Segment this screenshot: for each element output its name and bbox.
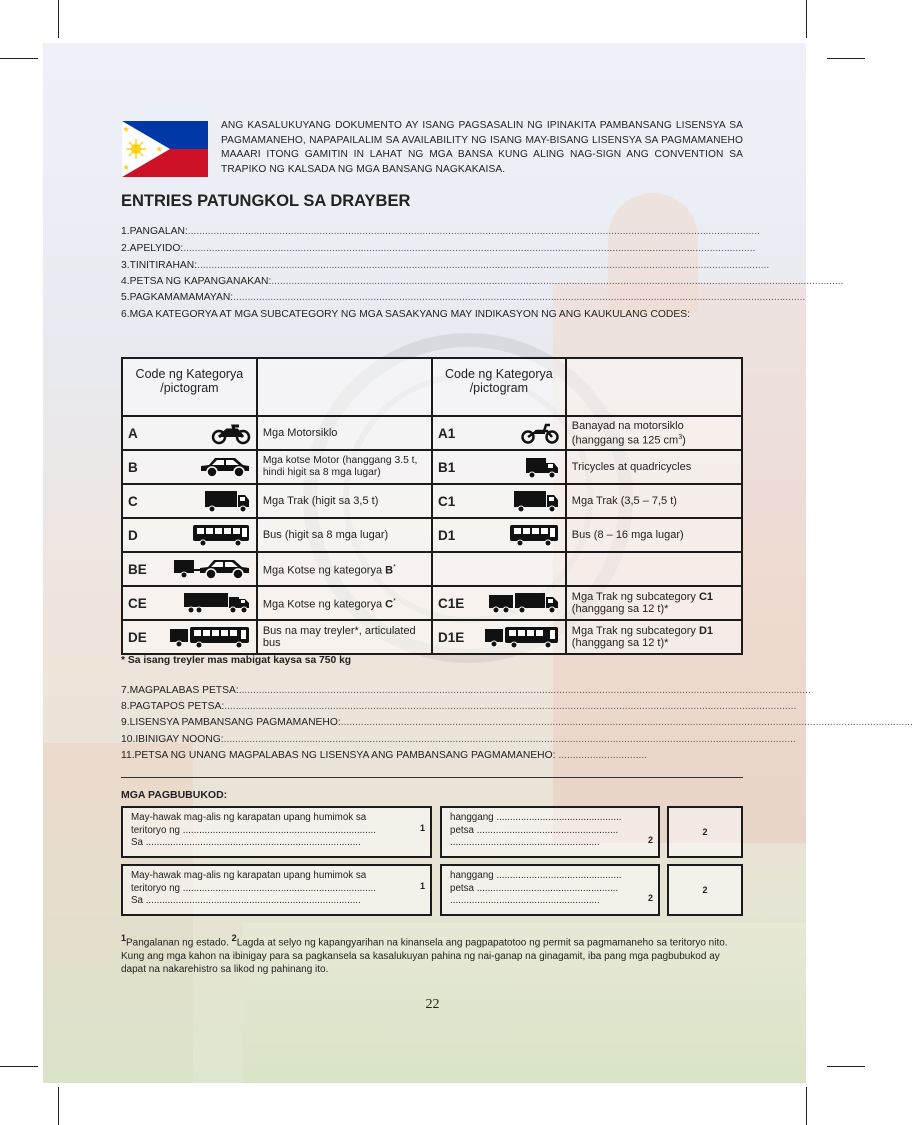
category-code: D [128, 527, 138, 543]
bus-icon [508, 523, 560, 547]
table-row [122, 484, 742, 518]
category-description: Banayad na motorsiklo (hanggang sa 125 $cm^3$) [566, 416, 742, 450]
light-motorcycle-icon [520, 422, 560, 444]
category-code: C1E [437, 595, 465, 611]
restriction-line: petsa .................................................... [450, 882, 619, 894]
table-header: Code ng Kategorya /pictogram [432, 358, 566, 416]
table-row [122, 450, 742, 484]
field-apelyido: 2.APELYIDO:........................................................................................................................................................................................................ [121, 243, 756, 254]
category-description: Mga Trak (3,5 – 7,5 t) [566, 484, 742, 518]
footnote-ref: 2 [702, 885, 708, 895]
category-description: Mga Trak ng subcategory D1 (hanggang sa 12 t)* [566, 620, 742, 654]
restriction-line: Sa ............................................................................... [131, 895, 361, 906]
category-code: CE [128, 595, 147, 611]
table-row [122, 620, 742, 654]
restriction-line: teritoryo ng ....................................................................... [131, 882, 376, 894]
category-cell [122, 620, 257, 654]
category-description: Bus (8 – 16 mga lugar) [566, 518, 742, 552]
signature-box [667, 806, 743, 858]
field-tinitirahan: 3.TINITIRAHAN:........................................................................................................................................................................................................ [121, 260, 770, 271]
field-magpalabas-petsa: 7.MAGPALABAS PETSA:........................................................................................................................................................................................................ [121, 685, 811, 696]
restriction-date-box [440, 864, 660, 916]
footnote: $^1$Pangalanan ng estado. $^2$Lagda at selyo ng kapangyarihan na kinansela ang pagpapatotoo ng permit sa pagmamaneho sa teritoryo nito. Kung ang mga kahon na ibinigay para sa pagkansela sa kasalukuyan pahina ng nai-ganap na ginagamit, iba pang mga pagbubukod ay dapat na nakarehistro sa likod ng pahinang ito. [121, 933, 728, 976]
crop-mark [58, 1087, 59, 1125]
restriction-line: ....................................................... [450, 895, 600, 906]
restriction-line: petsa .................................................... [450, 824, 619, 836]
category-code: B1 [437, 459, 456, 475]
field-pagtapos-petsa: 8.PAGTAPOS PETSA:........................................................................................................................................................................................................ [121, 701, 797, 712]
restriction-line: May-hawak mag-alis ng karapatan upang humimok sa [131, 870, 367, 881]
field-lisensya: 9.LISENSYA PAMBANSANG PAGMAMANEHO:........................................................................................................................................................................................................ [121, 717, 913, 728]
table-row [122, 586, 742, 620]
bus-icon [191, 523, 251, 547]
empty-cell [566, 552, 742, 586]
category-code: A1 [437, 425, 456, 441]
field-unang-magpalabas: 11.PETSA NG UNANG MAGPALABAS NG LISENSYA ANG PAMBANSANG PAGMAMANEHO: ............................... [121, 750, 648, 761]
field-petsa-kapanganakan: 4.PETSA NG KAPANGANAKAN:........................................................................................................................................................................................................ [121, 276, 844, 287]
table-header: Code ng Kategorya /pictogram [122, 358, 257, 416]
restriction-line: ....................................................... [450, 837, 600, 848]
category-cell [122, 416, 257, 450]
category-code: BE [128, 561, 147, 577]
crop-mark [0, 1066, 38, 1067]
category-cell [432, 416, 566, 450]
trailer-note: * Sa isang treyler mas mabigat kaysa sa 750 kg [121, 655, 352, 666]
crop-mark [827, 1066, 865, 1067]
category-cell [432, 518, 566, 552]
table-header-blank [566, 358, 742, 416]
category-code: D1E [437, 629, 465, 645]
category-description: Mga Kotse ng kategorya B* [257, 552, 432, 586]
category-cell [432, 586, 566, 620]
restriction-line: hanggang .............................................. [450, 812, 622, 823]
category-description: Mga Kotse ng kategorya C* [257, 586, 432, 620]
field-pangalan: 1.PANGALAN:........................................................................................................................................................................................................ [121, 226, 760, 237]
bus-trailer-icon [169, 625, 251, 649]
crop-mark [0, 58, 38, 59]
field-pagkamamamayan: 5.PAGKAMAMAMAYAN:........................................................................................................................................................................................................ [121, 292, 806, 303]
category-cell [122, 552, 257, 586]
divider [121, 777, 743, 778]
motorcycle-icon [211, 422, 251, 444]
restrictions-title: MGA PAGBUBUKOD: [121, 789, 228, 801]
table-row [122, 552, 742, 586]
category-description: Mga Trak ng subcategory C1 (hanggang sa 12 t)* [566, 586, 742, 620]
category-cell [432, 620, 566, 654]
category-code: DE [128, 629, 147, 645]
category-cell [122, 586, 257, 620]
restriction-date-box [440, 806, 660, 858]
category-code: C [128, 493, 138, 509]
footnote-ref: 1 [419, 881, 425, 891]
category-code: D1 [437, 527, 456, 543]
crop-mark [806, 1087, 807, 1125]
tricycle-icon [524, 455, 560, 479]
footnote-ref: 2 [702, 827, 708, 837]
footnote-ref: 1 [419, 823, 425, 833]
bus-trailer-icon [484, 625, 560, 649]
philippine-flag-icon [122, 121, 208, 177]
truck-icon [512, 489, 560, 513]
section-title: ENTRIES PATUNGKOL SA DRAYBER [121, 192, 411, 210]
category-description: Mga Trak (higit sa 3,5 t) [257, 484, 432, 518]
table-row [122, 518, 742, 552]
restriction-line: Sa ............................................................................... [131, 837, 361, 848]
car-icon [199, 455, 251, 479]
truck-icon [203, 489, 251, 513]
truck-trailer-icon [488, 591, 560, 615]
category-description: Bus (higit sa 8 mga lugar) [257, 518, 432, 552]
category-code: A [128, 425, 138, 441]
category-cell [122, 518, 257, 552]
category-table [121, 357, 743, 655]
restriction-box [121, 864, 432, 916]
category-cell [432, 484, 566, 518]
category-cell [122, 450, 257, 484]
restriction-line: hanggang .............................................. [450, 870, 622, 881]
page-number: 22 [425, 997, 440, 1012]
category-description: Bus na may treyler*, articulated bus [257, 620, 432, 654]
crop-mark [806, 0, 807, 38]
car-trailer-icon [173, 557, 251, 581]
field-ibinigay-noong: 10.IBINIGAY NOONG:........................................................................................................................................................................................................ [121, 734, 796, 745]
category-cell [122, 484, 257, 518]
restriction-box [121, 806, 432, 858]
empty-cell [432, 552, 566, 586]
crop-mark [827, 58, 865, 59]
table-row [122, 416, 742, 450]
category-description: Mga Motorsiklo [257, 416, 432, 450]
codes-intro: 6.MGA KATEGORYA AT MGA SUBCATEGORY NG MGA SASAKYANG MAY INDIKASYON NG ANG KAUKULANG CODES: [121, 309, 690, 320]
category-code: C1 [437, 493, 456, 509]
footnote-ref: 2 [647, 893, 653, 903]
restriction-line: teritoryo ng ....................................................................... [131, 824, 376, 836]
header-text: ANG KASALUKUYANG DOKUMENTO AY ISANG PAGSASALIN NG IPINAKITA PAMBANSANG LISENSYA SA PAGMAMANEHO, NAPAPAILALIM SA AVAILABILITY NG ISANG MAY-BISANG LISENSYA SA PAGMAMANEHO MAAARI ITONG GAMITIN IN LAHAT NG MGA BANSA KUNG ALING NAG-SIGN ANG CONVENTION SA TRAPIKO NG KALSADA NG MGA BANSANG NAGKAKAISA. [221, 120, 743, 175]
signature-box [667, 864, 743, 916]
truck-trailer-icon [183, 591, 251, 615]
category-description: Tricycles at quadricycles [566, 450, 742, 484]
category-description: Mga kotse Motor (hanggang 3.5 t, hindi higit sa 8 mga lugar) [257, 450, 432, 484]
table-header-blank [257, 358, 432, 416]
crop-mark [58, 0, 59, 38]
category-code: B [128, 459, 138, 475]
restriction-line: May-hawak mag-alis ng karapatan upang humimok sa [131, 812, 367, 823]
footnote-ref: 2 [647, 835, 653, 845]
category-cell [432, 450, 566, 484]
